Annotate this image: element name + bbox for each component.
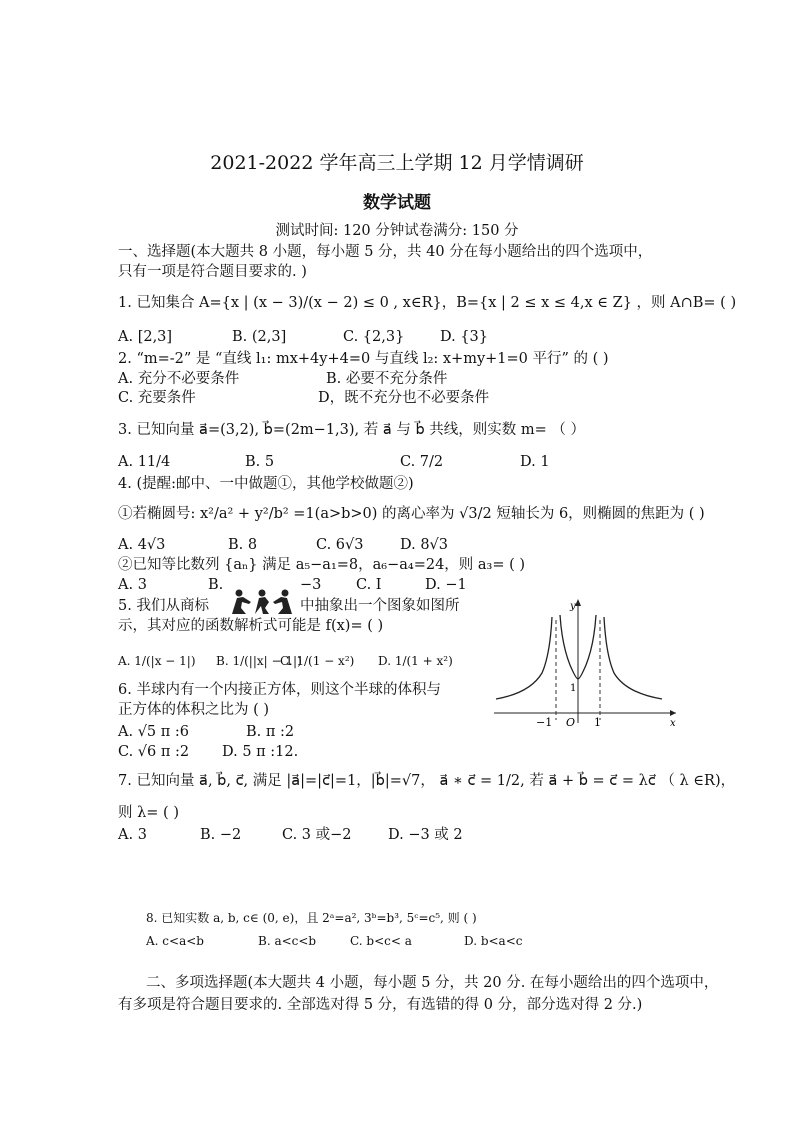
q4-sub1-option-a: A. 4√3	[118, 537, 166, 553]
q6-option-b: B. π :2	[246, 724, 295, 740]
q4-sub1-stem: ①若椭圆号: x²/a² + y²/b² =1(a>b>0) 的离心率为 √3/2 短轴长为 6，则椭圆的焦距为 ( )	[118, 506, 705, 522]
function-graph	[490, 595, 680, 730]
q2-stem: 2. “m=-2” 是 “直线 l₁: mx+4y+4=0 与直线 l₂: x+my+1=0 平行” 的 ( )	[118, 351, 609, 367]
q4-sub2-option-b-value: −3	[300, 577, 322, 593]
curve-left-branch	[496, 617, 552, 699]
brand-logo-image	[229, 588, 295, 614]
x-axis-arrow-icon	[670, 710, 676, 716]
q5-stem-part2: 中抽象出一个图象如图所	[300, 598, 460, 614]
q7-stem-line2: 则 λ= ( )	[118, 805, 179, 821]
q4-sub2-option-d: D. −1	[425, 577, 467, 593]
q2-option-b: B. 必要不充分条件	[326, 371, 448, 387]
q6-option-c: C. √6 π :2	[118, 744, 190, 760]
q1-option-d: D. {3}	[440, 329, 489, 345]
q7-option-b: B. −2	[200, 827, 242, 843]
section2-line1: 二、多项选择题(本大题共 4 小题，每小题 5 分，共 20 分. 在每小题给出的四个选项中，	[146, 975, 719, 991]
q8-option-a: A. c<a<b	[146, 934, 204, 948]
q2-option-a: A. 充分不必要条件	[118, 371, 240, 387]
section2-line2: 有多项是符合题目要求的. 全部选对得 5 分，有选错的得 0 分，部分选对得 2 分.)	[118, 997, 643, 1013]
q3-stem: 3. 已知向量 a⃗=(3,2), b⃗=(2m−1,3), 若 a⃗ 与 b⃗ 共线，则实数 m= （ ）	[118, 422, 586, 438]
q8-option-c: C. b<c< a	[350, 934, 412, 948]
page-title: 2021-2022 学年高三上学期 12 月学情调研	[210, 152, 584, 174]
q4-sub2-stem: ②已知等比数列 {aₙ} 满足 a₅−a₁=8，a₆−a₄=24，则 a₃= ( )	[118, 557, 526, 573]
q1-stem: 1. 已知集合 A={x | (x − 3)/(x − 2) ≤ 0 , x∈R}，B={x | 2 ≤ x ≤ 4,x ∈ Z} ，则 A∩B= ( )	[118, 295, 737, 311]
q7-option-a: A. 3	[118, 827, 147, 843]
q3-option-c: C. 7/2	[400, 454, 444, 470]
q3-option-a: A. 11/4	[118, 454, 171, 470]
y-axis-arrow-icon	[575, 599, 581, 606]
q5-stem-part1: 5. 我们从商标	[118, 598, 209, 614]
q5-option-c: C. 1/(1 − x²)	[280, 654, 355, 668]
q5-option-b: B. 1/(||x| − 1|)	[216, 654, 302, 668]
y-axis-label: y	[570, 601, 576, 612]
q3-option-b: B. 5	[245, 454, 275, 470]
subject-title: 数学试题	[363, 193, 431, 213]
q1-option-a: A. [2,3]	[118, 329, 173, 345]
q4-sub1-option-d: D. 8√3	[400, 537, 449, 553]
q5-stem-line2: 示，其对应的函数解析式可能是 f(x)= ( )	[118, 618, 384, 634]
tick-label-neg1: −1	[536, 716, 553, 729]
q2-option-d: D，既不充分也不必要条件	[318, 390, 490, 406]
section1-line1: 一、选择题(本大题共 8 小题，每小题 5 分，共 40 分在每小题给出的四个选项中，	[118, 244, 653, 260]
q4-sub1-option-b: B. 8	[228, 537, 258, 553]
q1-option-b: B. (2,3]	[232, 329, 287, 345]
curve-right-branch	[604, 617, 662, 699]
tick-label-origin: O	[566, 716, 576, 729]
q4-sub2-option-b: B.	[208, 577, 224, 593]
q4-sub2-option-a: A. 3	[118, 577, 147, 593]
q4-sub1-option-c: C. 6√3	[316, 537, 364, 553]
q4-note: 4. (提醒:邮中、一中做题①，其他学校做题②)	[118, 476, 414, 492]
q3-option-d: D. 1	[520, 454, 550, 470]
q4-sub2-option-c: C. I	[356, 577, 382, 593]
q7-option-c: C. 3 或−2	[282, 827, 352, 843]
tick-label-pos1: 1	[594, 716, 601, 729]
q6-stem-line2: 正方体的体积之比为 ( )	[118, 702, 270, 718]
q5-option-a: A. 1/(|x − 1|)	[118, 654, 196, 668]
exam-meta: 测试时间: 120 分钟试卷满分: 150 分	[275, 223, 519, 239]
q6-option-d: D. 5 π :12.	[222, 744, 299, 760]
q7-stem: 7. 已知向量 a⃗, b⃗, c⃗, 满足 |a⃗|=|c⃗|=1，|b⃗|=√7， a⃗ ∗ c⃗ = 1/2, 若 a⃗ + b⃗ = c⃗ = λc⃗ （ λ ∈R)，	[118, 773, 736, 789]
x-axis-label: x	[670, 718, 676, 729]
q2-option-c: C. 充要条件	[118, 390, 196, 406]
tick-label-y1: 1	[570, 683, 577, 694]
q5-option-d: D. 1/(1 + x²)	[378, 654, 453, 668]
section1-line2: 只有一项是符合题目要求的. )	[118, 264, 307, 280]
q8-option-d: D. b<a<c	[464, 934, 523, 948]
q8-stem: 8. 已知实数 a, b, c∈ (0, e)，且 2ᵃ=a², 3ᵇ=b³, 5ᶜ=c⁵, 则 ( )	[146, 911, 477, 925]
q6-stem-line1: 6. 半球内有一个内接正方体，则这个半球的体积与	[118, 682, 441, 698]
q6-option-a: A. √5 π :6	[118, 724, 190, 740]
q7-option-d: D. −3 或 2	[388, 827, 463, 843]
q1-option-c: C. {2,3}	[343, 329, 405, 345]
q8-option-b: B. a<c<b	[258, 934, 317, 948]
